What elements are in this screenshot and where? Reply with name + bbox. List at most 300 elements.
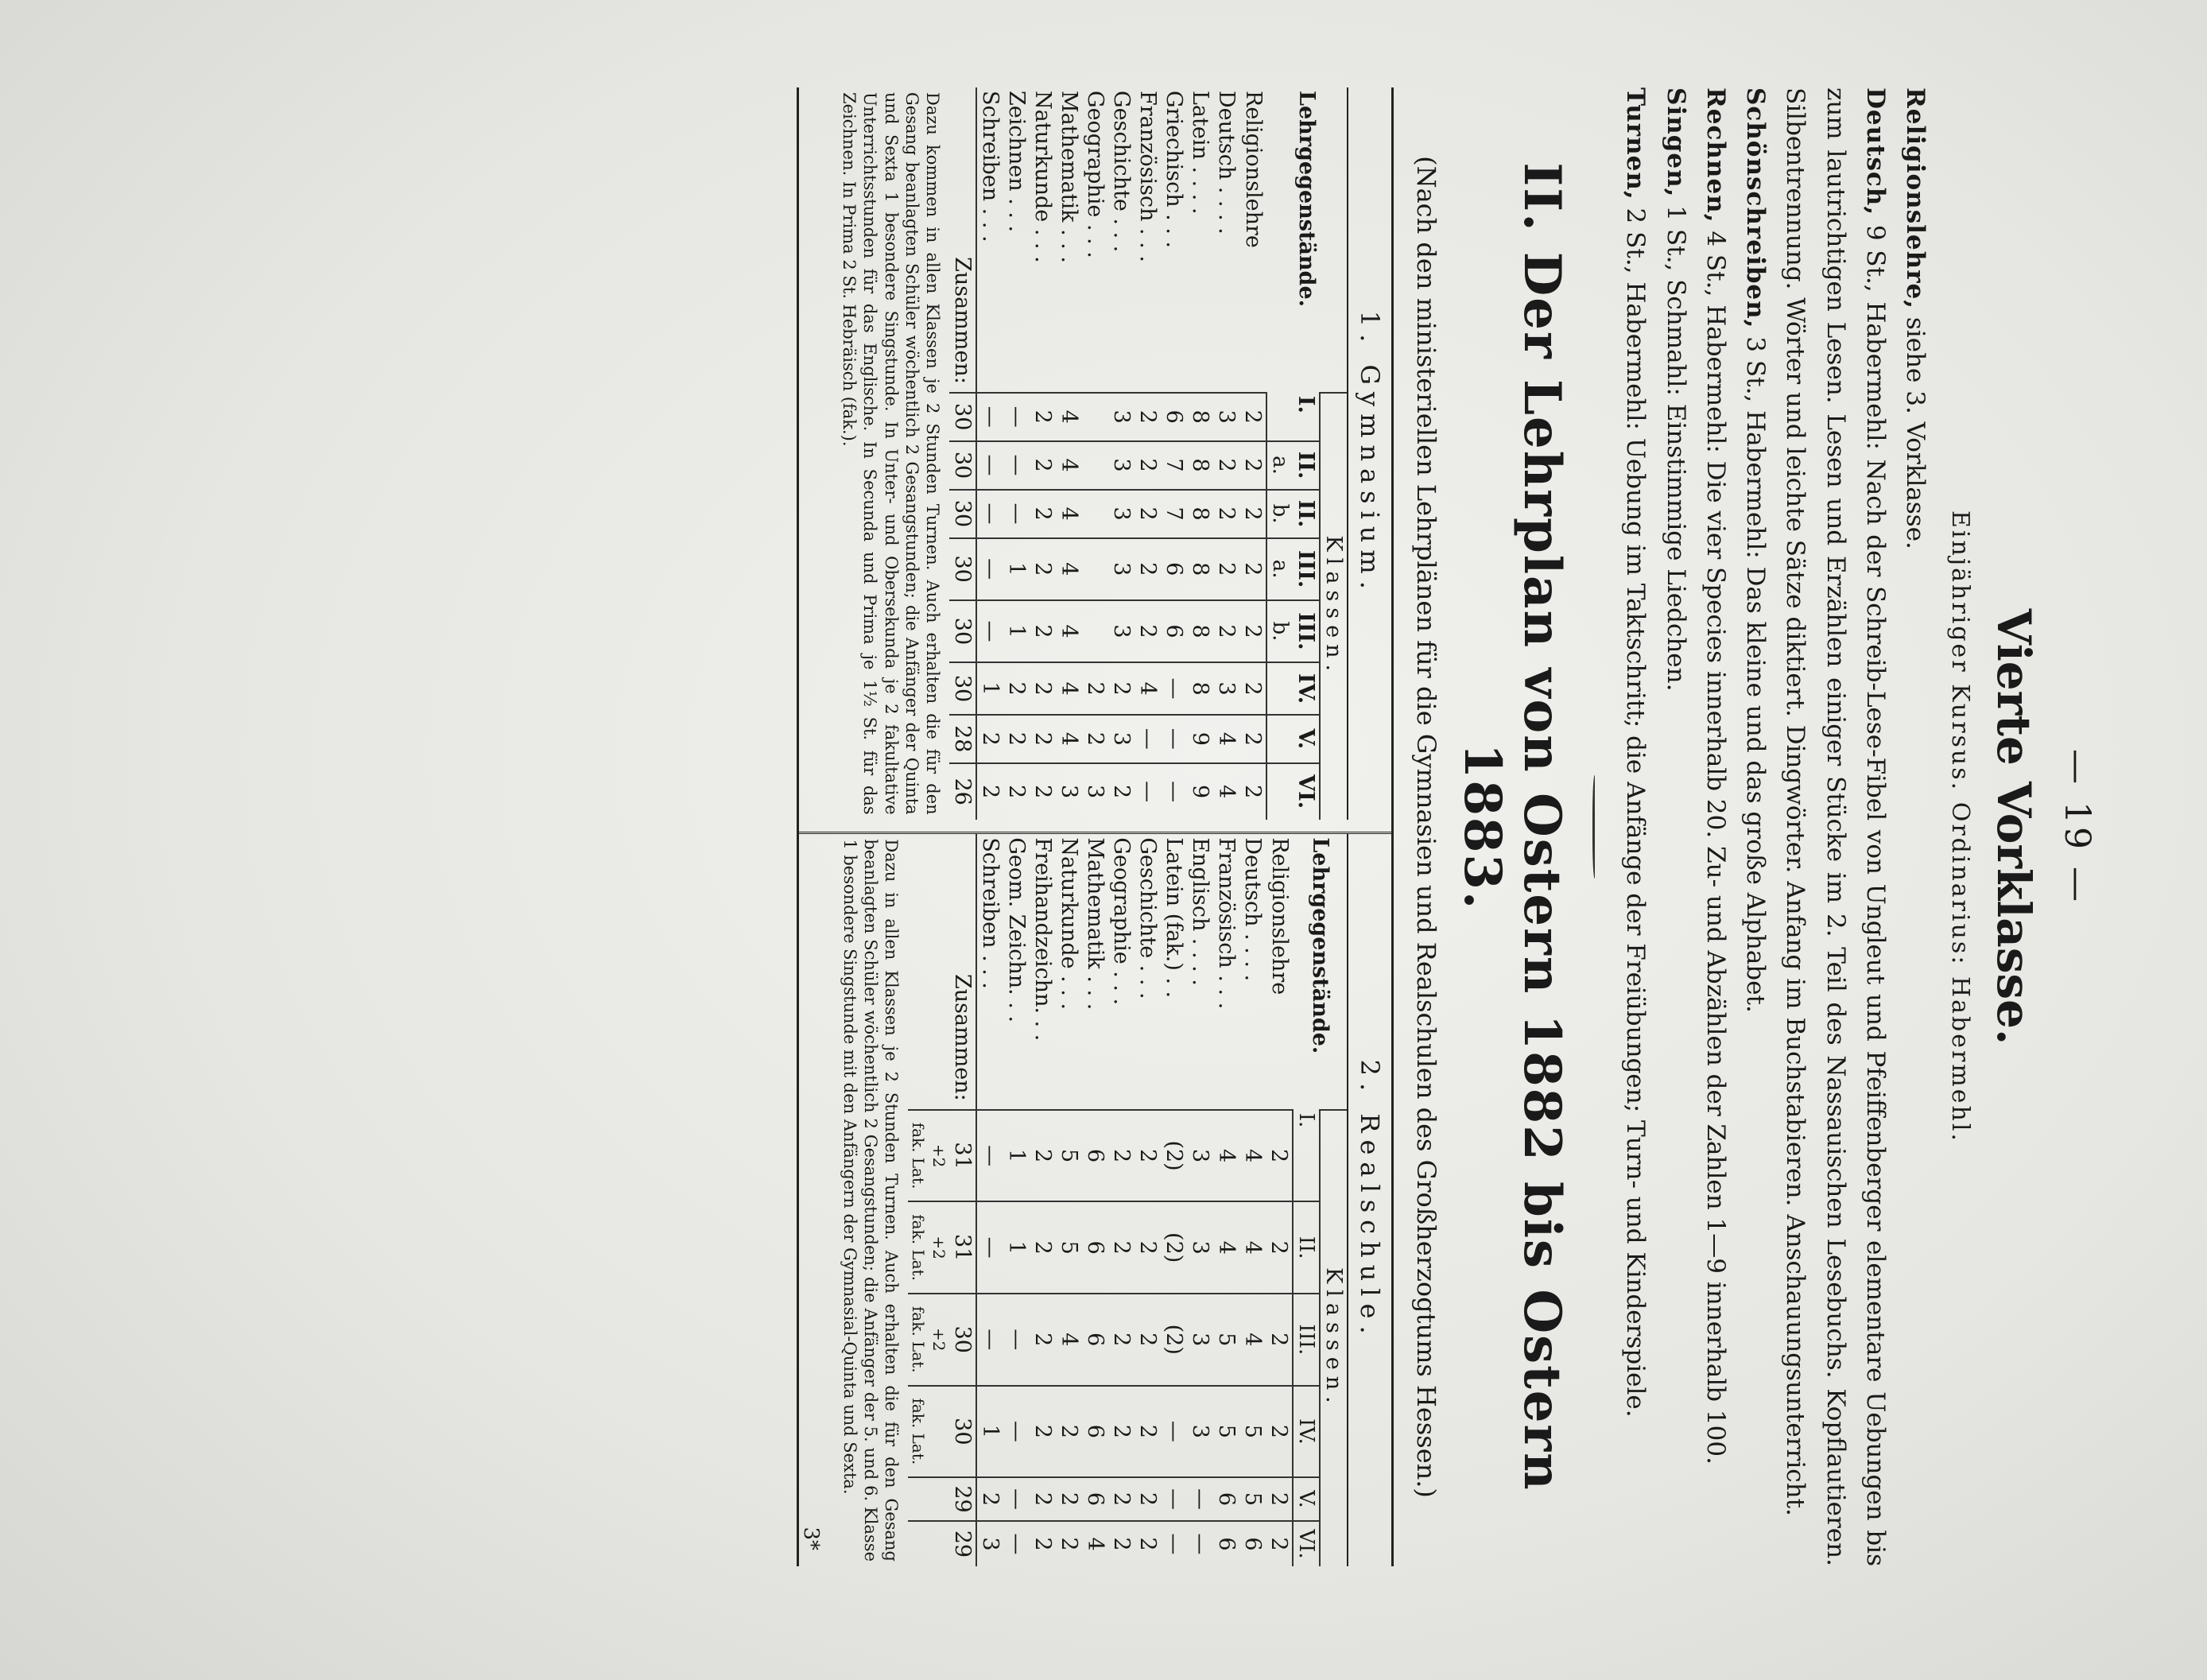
subject-paragraph — [1775, 87, 1895, 1566]
gym-subcolumn-header — [1266, 763, 1293, 820]
hours-cell: 2 — [1030, 1294, 1056, 1386]
hours-cell: 4 — [1056, 393, 1082, 441]
table-row — [1030, 834, 1056, 1566]
table-row — [1108, 87, 1135, 820]
gym-subcolumn-header — [1266, 715, 1293, 763]
hours-cell: 2 — [1056, 1386, 1082, 1478]
total-cell: 30 — [949, 538, 976, 600]
total-label: Zusammen: — [949, 834, 976, 1109]
extra-note-cell: fak. Lat. — [908, 1386, 929, 1478]
hours-cell: 4 — [1056, 715, 1082, 763]
gymnasium-table — [949, 87, 1347, 820]
total-row — [949, 87, 976, 820]
hours-cell: — — [1161, 763, 1187, 820]
signature-mark: 3* — [799, 1527, 824, 1550]
total-cell: 30 — [949, 441, 976, 490]
hours-cell: 2 — [1030, 600, 1056, 662]
hours-cell: 6 — [1161, 538, 1187, 600]
hours-cell: 6 — [1082, 1294, 1108, 1386]
extra-cell: +2 — [929, 1201, 949, 1294]
gym-column-header: III. — [1293, 600, 1320, 662]
hours-cell: 2 — [1213, 600, 1239, 662]
extra-cell — [929, 1386, 949, 1478]
real-column-header: IV. — [1293, 1386, 1320, 1478]
hours-cell: 2 — [1239, 490, 1266, 538]
hours-cell: — — [1003, 393, 1030, 441]
hours-cell: 2 — [1135, 490, 1161, 538]
hours-cell: 5 — [1239, 1477, 1266, 1521]
subject-label: Religionslehre, — [1901, 87, 1930, 310]
hours-cell: 4 — [1056, 490, 1082, 538]
hours-cell: 2 — [1030, 1521, 1056, 1566]
hours-cell: (2) — [1161, 1110, 1187, 1202]
table-row — [1187, 87, 1213, 820]
table-row — [1135, 87, 1161, 820]
hours-cell: 3 — [1056, 763, 1082, 820]
real-table-body — [908, 834, 1293, 1566]
table-row — [1056, 87, 1082, 820]
subject-cell: Französisch . . . — [1214, 837, 1239, 1010]
hours-cell: — — [1003, 1477, 1030, 1521]
subject-paragraph — [1895, 87, 1935, 1566]
gym-column-header: IV. — [1293, 662, 1320, 715]
realschule-table-block — [800, 832, 1392, 1566]
total-cell: 26 — [949, 763, 976, 820]
hours-cell: — — [1003, 1386, 1030, 1478]
subject-paragraph — [1696, 87, 1736, 1566]
real-column-header: I. — [1293, 1110, 1320, 1202]
total-cell: 29 — [949, 1477, 976, 1521]
hours-cell: — — [1003, 1521, 1030, 1566]
total-cell: 30 — [949, 600, 976, 662]
section-title: Vierte Vorklasse. — [1987, 608, 2041, 1046]
hours-cell: 2 — [1108, 662, 1135, 715]
hours-cell: — — [1161, 715, 1187, 763]
subject-label: Deutsch, — [1860, 87, 1890, 216]
gymnasium-title: 1. Gymnasium. — [1347, 87, 1391, 820]
hours-cell: 5 — [1056, 1110, 1082, 1202]
extra-note-cell — [908, 1477, 929, 1521]
hours-cell: 8 — [1187, 662, 1213, 715]
hours-cell: 2 — [1003, 662, 1030, 715]
hours-cell: 4 — [1056, 662, 1082, 715]
hours-cell — [1082, 600, 1108, 662]
table-row — [1161, 834, 1187, 1566]
subject-cell: Geographie . . . — [1083, 91, 1108, 258]
hours-cell: 2 — [1135, 393, 1161, 441]
hours-cell: 2 — [1266, 1477, 1293, 1521]
hours-cell: 3 — [1108, 393, 1135, 441]
subject-cell: Geschichte . . . — [1135, 837, 1161, 999]
hours-cell: 2 — [1213, 490, 1239, 538]
real-column-header: V. — [1293, 1477, 1320, 1521]
table-row — [1266, 834, 1293, 1566]
main-subheading: (Nach den ministeriellen Lehrplänen für die Gymnasien und Realschulen des Großherzogtums Hessen.) — [1411, 156, 1442, 1498]
subject-text: 3 St., Habermehl: Das kleine und das große Alphabet. — [1741, 328, 1771, 1013]
hours-cell: 2 — [1108, 1110, 1135, 1202]
table-row — [1187, 834, 1213, 1566]
hours-cell: 4 — [1056, 600, 1082, 662]
hours-cell: 2 — [1108, 1386, 1135, 1478]
subject-cell: Geographie . . . — [1109, 837, 1135, 1006]
gym-column-header: VI. — [1293, 763, 1320, 820]
table-row — [1213, 834, 1239, 1566]
hours-cell: 2 — [1030, 763, 1056, 820]
total-cell: 28 — [949, 715, 976, 763]
hours-cell: 2 — [976, 1477, 1003, 1521]
realschule-table — [908, 834, 1347, 1566]
subject-cell: Französisch . . . — [1135, 91, 1161, 262]
hours-cell: 5 — [1056, 1201, 1082, 1294]
hours-cell: 8 — [1187, 490, 1213, 538]
hours-cell: — — [1161, 662, 1187, 715]
gym-column-header: V. — [1293, 715, 1320, 763]
hours-cell: 2 — [1003, 763, 1030, 820]
real-column-header: III. — [1293, 1294, 1320, 1386]
total-label: Zusammen: — [949, 87, 976, 393]
realschule-title: 2. Realschule. — [1347, 834, 1391, 1566]
hours-cell: 2 — [1213, 538, 1239, 600]
hours-cell: 3 — [1187, 1110, 1213, 1202]
hours-cell: 3 — [1187, 1386, 1213, 1478]
hours-cell: 3 — [976, 1521, 1003, 1566]
subject-cell: Schreiben . . . — [978, 837, 1003, 989]
hours-cell: 3 — [1108, 490, 1135, 538]
gym-table-body — [949, 87, 1266, 820]
hours-cell: — — [1003, 1294, 1030, 1386]
hours-cell: — — [1135, 715, 1161, 763]
table-row — [1213, 87, 1239, 820]
subject-cell: Mathematik . . . — [1083, 837, 1108, 1011]
hours-cell: (2) — [1161, 1294, 1187, 1386]
hours-cell: — — [976, 441, 1003, 490]
subject-cell: Zeichnen . . . — [1004, 91, 1030, 233]
table-row — [1239, 87, 1266, 820]
hours-cell: 6 — [1082, 1477, 1108, 1521]
hours-cell: 2 — [1108, 1521, 1135, 1566]
hours-cell: — — [976, 600, 1003, 662]
real-column-header: II. — [1293, 1201, 1320, 1294]
subject-cell: Latein (fak.) . . — [1162, 837, 1187, 999]
hours-cell: — — [976, 490, 1003, 538]
hours-cell: 2 — [1239, 441, 1266, 490]
hours-cell: 2 — [1056, 1521, 1082, 1566]
extra-cell — [929, 1477, 949, 1521]
hours-cell: 2 — [976, 715, 1003, 763]
hours-cell: (2) — [1161, 1201, 1187, 1294]
hours-cell: — — [1161, 1521, 1187, 1566]
extra-label-cell — [929, 834, 949, 1109]
hours-cell: 2 — [1030, 662, 1056, 715]
hours-cell: 4 — [1239, 1110, 1266, 1202]
hours-cell: 3 — [1213, 662, 1239, 715]
hours-cell — [1082, 538, 1108, 600]
hours-cell: 2 — [1135, 600, 1161, 662]
hours-cell: 5 — [1213, 1294, 1239, 1386]
gymnasium-note: Dazu kommen in allen Klassen je 2 Stunden Turnen. Auch erhalten die für den Gesang beanlagten Schüler wöchentlich 2 Gesangstunden; die Anfänger der Quinta und Sexta 1 besondere Singstunde. In Unter- und Obersekunda je 2 fakultative Unterrichtsstunden für das Englische. In Secunda und Prima je 1½ St. für das Zeichnen. In Prima 2 St. Hebräisch (fak.). — [840, 92, 943, 815]
hours-cell: 5 — [1239, 1386, 1266, 1478]
hours-cell: 2 — [1082, 715, 1108, 763]
hours-cell: 4 — [1082, 1521, 1108, 1566]
hours-cell: 8 — [1187, 538, 1213, 600]
hours-cell: 2 — [1266, 1201, 1293, 1294]
table-row — [1135, 834, 1161, 1566]
total-cell: 29 — [949, 1521, 976, 1566]
hours-cell: 8 — [1187, 600, 1213, 662]
extra-note-cell — [908, 1521, 929, 1566]
real-column-header: VI. — [1293, 1521, 1320, 1566]
gym-column-header: III. — [1293, 538, 1320, 600]
subject-cell: Religionslehre — [1240, 91, 1266, 248]
subject-cell: Latein . . . . — [1188, 91, 1213, 215]
total-row — [949, 834, 976, 1566]
subject-cell: Schreiben . . . — [978, 91, 1003, 242]
hours-cell: 4 — [1135, 662, 1161, 715]
hours-cell — [1082, 393, 1108, 441]
hours-cell: 2 — [1135, 1110, 1161, 1202]
gym-subject-header: Lehrgegenstände. — [1294, 91, 1320, 308]
hours-cell: 2 — [1135, 441, 1161, 490]
hours-cell: 6 — [1082, 1110, 1108, 1202]
gym-column-header: II. — [1293, 490, 1320, 538]
hours-cell: 4 — [1056, 1294, 1082, 1386]
subject-label: Turnen, — [1621, 87, 1650, 200]
hours-cell: 2 — [1030, 441, 1056, 490]
hours-cell: 3 — [1187, 1294, 1213, 1386]
hours-cell: — — [1187, 1521, 1213, 1566]
hours-cell: — — [976, 1294, 1003, 1386]
subject-text: siehe 3. Vorklasse. — [1901, 309, 1930, 549]
subject-cell: Griechisch . . . — [1162, 91, 1187, 249]
hours-cell: 2 — [1135, 538, 1161, 600]
main-heading: II. Der Lehrplan von Ostern 1882 bis Ostern 1883. — [1453, 162, 1573, 1492]
hours-cell: 6 — [1239, 1521, 1266, 1566]
table-row — [1108, 834, 1135, 1566]
subject-cell: Englisch . . . . — [1188, 837, 1213, 986]
real-classes-header: Klassen. — [1320, 1110, 1347, 1566]
hours-cell: 3 — [1108, 538, 1135, 600]
table-row — [1161, 87, 1187, 820]
gymnasium-table-block — [800, 87, 1392, 820]
hours-cell: 2 — [1108, 1201, 1135, 1294]
hours-cell: 3 — [1108, 600, 1135, 662]
table-row — [1082, 834, 1108, 1566]
hours-cell: 2 — [1030, 1386, 1056, 1478]
total-cell: 31 — [949, 1110, 976, 1202]
hours-cell: 2 — [1056, 1477, 1082, 1521]
subject-text: 4 St., Habermehl: Die vier Species innerhalb 20. Zu- und Abzählen der Zahlen 1—9 innerhalb 100. — [1701, 223, 1730, 1465]
hours-cell: 7 — [1161, 490, 1187, 538]
subject-label: Schönschreiben, — [1741, 87, 1771, 329]
subject-cell: Deutsch . . . . — [1240, 837, 1266, 982]
total-cell: 31 — [949, 1201, 976, 1294]
gym-classes-header: Klassen. — [1320, 393, 1347, 820]
hours-cell: 2 — [1030, 1110, 1056, 1202]
page-number: — 19 — — [2057, 749, 2097, 905]
extra-cell: +2 — [929, 1294, 949, 1386]
subject-cell: Geschichte . . . — [1109, 91, 1135, 253]
hours-cell: 2 — [1082, 662, 1108, 715]
extra-note-cell: fak. Lat. — [908, 1294, 929, 1386]
hours-cell: 2 — [1030, 490, 1056, 538]
gym-subcolumn-header: b. — [1266, 600, 1293, 662]
subject-paragraph — [1615, 87, 1655, 1566]
hours-cell: 1 — [976, 1386, 1003, 1478]
hours-cell: 2 — [1266, 1294, 1293, 1386]
hours-cell: 2 — [1239, 393, 1266, 441]
subject-cell: Geom. Zeichn. . . — [1004, 837, 1030, 1023]
hours-cell: 6 — [1082, 1201, 1108, 1294]
hours-cell: 4 — [1239, 1294, 1266, 1386]
hours-cell — [1082, 441, 1108, 490]
hours-cell: 6 — [1161, 393, 1187, 441]
table-row — [1030, 87, 1056, 820]
hours-cell: 9 — [1187, 715, 1213, 763]
table-row — [1056, 834, 1082, 1566]
hours-cell: 1 — [1003, 1110, 1030, 1202]
table-row — [1239, 834, 1266, 1566]
subject-paragraph — [1655, 87, 1695, 1566]
hours-cell: 1 — [976, 662, 1003, 715]
hours-cell: 4 — [1213, 763, 1239, 820]
hours-cell: 2 — [976, 763, 1003, 820]
subject-cell: Naturkunde . . . — [1057, 837, 1082, 1011]
hours-cell: 8 — [1187, 393, 1213, 441]
hours-cell: — — [976, 538, 1003, 600]
hours-cell: 6 — [1213, 1521, 1239, 1566]
hours-cell: — — [976, 1110, 1003, 1202]
subject-cell: Naturkunde . . . — [1030, 91, 1056, 263]
hours-cell: 2 — [1030, 715, 1056, 763]
subject-paragraphs — [1615, 87, 1935, 1566]
curriculum-tables — [797, 87, 1394, 1566]
extra-note-cell: fak. Lat. — [908, 1201, 929, 1294]
hours-cell: 2 — [1239, 763, 1266, 820]
table-row — [1003, 834, 1030, 1566]
hours-cell: 2 — [1030, 538, 1056, 600]
hours-cell: 2 — [1213, 441, 1239, 490]
hours-cell: 2 — [1135, 1386, 1161, 1478]
total-cell: 30 — [949, 490, 976, 538]
gym-subcolumn-header — [1266, 393, 1293, 441]
extra-cell: +2 — [929, 1110, 949, 1202]
hours-cell: 3 — [1108, 441, 1135, 490]
hours-cell: 3 — [1213, 393, 1239, 441]
total-cell: 30 — [949, 662, 976, 715]
hours-cell: 4 — [1213, 1110, 1239, 1202]
hours-cell: — — [976, 393, 1003, 441]
hours-cell: 9 — [1187, 763, 1213, 820]
subject-cell: Mathematik . . . — [1057, 91, 1082, 264]
gym-subcolumn-header — [1266, 662, 1293, 715]
hours-cell: 6 — [1161, 600, 1187, 662]
hours-cell: 2 — [1239, 662, 1266, 715]
table-row — [1003, 87, 1030, 820]
hours-cell: 2 — [1135, 1294, 1161, 1386]
hours-cell: 4 — [1213, 715, 1239, 763]
subject-text: 9 St., Habermehl: Nach der Schreib-Lese-Fibel von Ungleut und Pfeiffenberger elementare Uebungen bis zum lautrichtigen Lesen. Lesen und Erzählen einiger Stücke im 2. Teil des Nassauischen Lesebuchs. Kopflautieren. Silbentrennung. Wörter und leichte Sätze diktiert. Dingwörter. Anfang im Buchstabieren. Anschauungsunterricht. — [1781, 87, 1890, 1566]
hours-cell: 2 — [1030, 1201, 1056, 1294]
hours-cell: — — [1003, 441, 1030, 490]
hours-cell: 2 — [1030, 393, 1056, 441]
gym-subcolumn-header: b. — [1266, 490, 1293, 538]
hours-cell: 3 — [1108, 715, 1135, 763]
extra-cell — [929, 1521, 949, 1566]
gym-column-header: I. — [1294, 395, 1319, 413]
hours-cell: 2 — [1108, 1294, 1135, 1386]
extra-note-cell: fak. Lat. — [908, 1110, 929, 1202]
divider-flourish — [1592, 775, 1598, 879]
hours-cell: 1 — [1003, 600, 1030, 662]
subject-text: 2 St., Habermehl: Uebung im Taktschritt; die Anfänge der Freiübungen; Turn- und Kinderspiele. — [1621, 200, 1650, 1418]
hours-cell: 2 — [1266, 1521, 1293, 1566]
hours-cell: — — [1135, 763, 1161, 820]
subject-text: 1 St., Schmahl: Einstimmige Liedchen. — [1661, 197, 1690, 692]
hours-cell: 7 — [1161, 441, 1187, 490]
hours-cell: — — [976, 1201, 1003, 1294]
page-sheet — [70, 32, 2137, 1622]
hours-cell: 2 — [1266, 1110, 1293, 1202]
hours-cell: 2 — [1239, 538, 1266, 600]
hours-cell: 2 — [1003, 715, 1030, 763]
hours-cell: 2 — [1108, 763, 1135, 820]
hours-cell: 4 — [1056, 441, 1082, 490]
subject-label: Rechnen, — [1701, 87, 1730, 223]
hours-cell: 4 — [1213, 1201, 1239, 1294]
hours-cell: 6 — [1213, 1477, 1239, 1521]
hours-cell: 5 — [1213, 1386, 1239, 1478]
hours-cell: 3 — [1082, 763, 1108, 820]
real-subject-header: Lehrgegenstände. — [1307, 837, 1332, 1054]
hours-cell: 2 — [1135, 1477, 1161, 1521]
course-line: Einjähriger Kursus. Ordinarius: Habermehl. — [1946, 510, 1974, 1143]
hours-cell — [1082, 490, 1108, 538]
hours-cell: 2 — [1135, 1201, 1161, 1294]
extra-label-cell — [908, 834, 929, 1109]
gym-subcolumn-header: a. — [1266, 441, 1293, 490]
hours-cell: 2 — [1030, 1477, 1056, 1521]
hours-cell: 2 — [1135, 1521, 1161, 1566]
hours-cell: 2 — [1108, 1477, 1135, 1521]
hours-cell: 2 — [1266, 1386, 1293, 1478]
extra-row — [929, 834, 949, 1566]
total-cell: 30 — [949, 393, 976, 441]
total-cell: 30 — [949, 1386, 976, 1478]
hours-cell: — — [1161, 1386, 1187, 1478]
subject-cell: Religionslehre — [1266, 837, 1292, 995]
hours-cell: 1 — [1003, 538, 1030, 600]
subject-cell: Deutsch . . . . — [1214, 91, 1239, 235]
table-row — [1082, 87, 1108, 820]
hours-cell: 4 — [1056, 538, 1082, 600]
hours-cell: 4 — [1239, 1201, 1266, 1294]
gym-column-header: II. — [1293, 441, 1320, 490]
hours-cell: 8 — [1187, 441, 1213, 490]
table-row — [976, 834, 1003, 1566]
gym-subcolumn-header: a. — [1266, 538, 1293, 600]
hours-cell: — — [1161, 1477, 1187, 1521]
extra-label-row — [908, 834, 929, 1566]
hours-cell: 2 — [1239, 600, 1266, 662]
hours-cell: — — [1187, 1477, 1213, 1521]
table-row — [976, 87, 1003, 820]
hours-cell: 6 — [1082, 1386, 1108, 1478]
subject-cell: Freihandzeichn. . . — [1030, 837, 1056, 1042]
hours-cell: 1 — [1003, 1201, 1030, 1294]
subject-label: Singen, — [1661, 87, 1690, 198]
hours-cell: — — [1003, 490, 1030, 538]
realschule-note: Dazu in allen Klassen je 2 Stunden Turnen. Auch erhalten die für den Gesang beanlagten Schüler wöchentlich 2 Gesangstunden; die Anfänger der 5. und 6. Klasse 1 besondere Singstunde mit den Anfängern der Gymnasial-Quinta und Sexta. — [840, 839, 902, 1562]
